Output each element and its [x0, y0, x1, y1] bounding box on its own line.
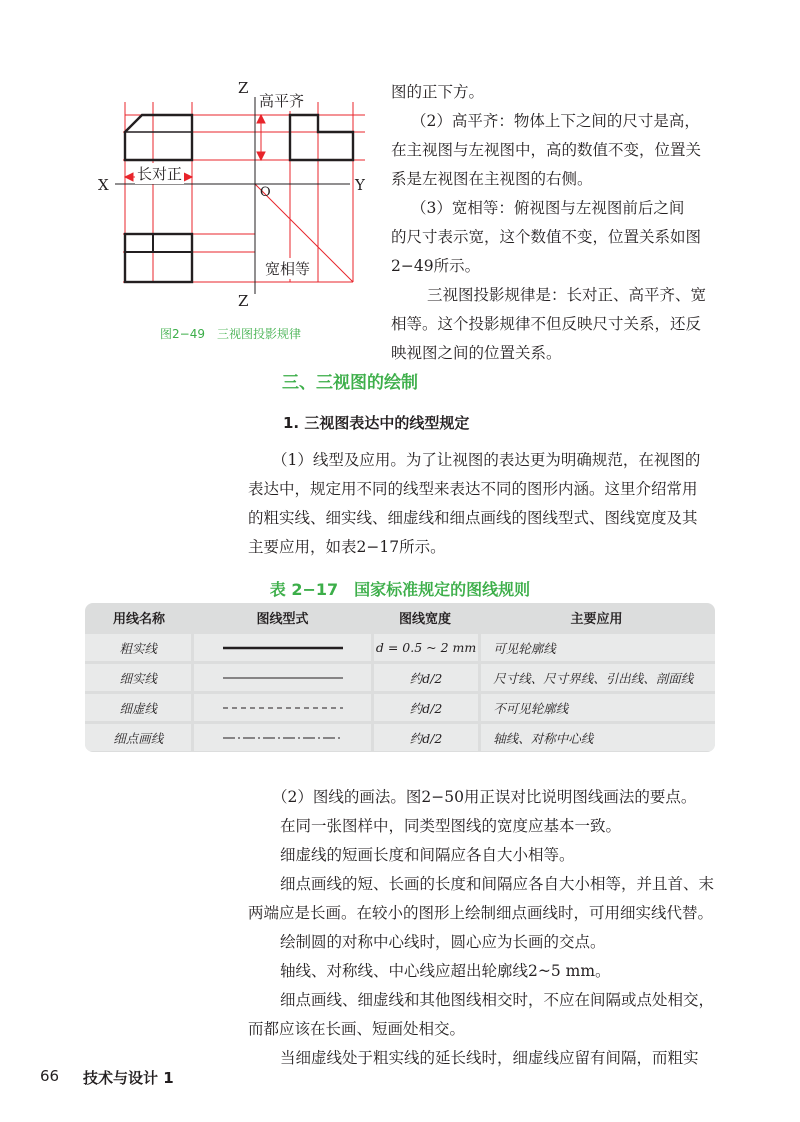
text-line: 细点画线、细虚线和其他图线相交时，不应在间隔或点处相交， — [280, 991, 715, 1009]
table-row — [85, 724, 715, 751]
text-line: 主要应用，如表2−17所示。 — [248, 538, 446, 556]
cell-style — [194, 694, 370, 721]
table-header — [85, 603, 715, 632]
text-line: 绘制圆的对称中心线时，圆心应为长画的交点。 — [280, 933, 606, 951]
table-row — [85, 694, 715, 721]
chang-dui-zheng-label: 长对正 — [137, 165, 183, 183]
axes — [115, 97, 350, 294]
text-line: 相等。这个投影规律不但反映尺寸关系，还反 — [391, 315, 702, 333]
text-line: （2）图线的画法。图2−50用正误对比说明图线画法的要点。 — [272, 788, 697, 806]
thin-solid-line-sample — [223, 675, 343, 681]
text-line: 细点画线的短、长画的长度和间隔应各自大小相等，并且首、末 — [280, 875, 715, 893]
text-line: 表达中，规定用不同的线型来表达不同的图形内涵。这里介绍常用 — [248, 480, 698, 498]
text-line: 系是左视图在主视图的右侧。 — [391, 170, 593, 188]
text-line: 三视图投影规律是：长对正、高平齐、宽 — [427, 286, 707, 304]
table-row — [85, 664, 715, 691]
x-label: X — [98, 176, 109, 194]
text-line: （3）宽相等：俯视图与左视图前后之间 — [411, 199, 685, 217]
text-line: 而都应该在长画、短画处相交。 — [248, 1020, 466, 1038]
header-style: 图线型式 — [256, 612, 309, 627]
construction-lines — [123, 102, 365, 282]
section-title: 三、三视图的绘制 — [282, 373, 418, 393]
cell-name: 细实线 — [85, 664, 191, 691]
table-title: 表 2−17 国家标准规定的图线规则 — [269, 580, 531, 599]
table-row — [85, 634, 715, 661]
page-number: 66 — [40, 1067, 60, 1085]
text-line: 细虚线的短画长度和间隔应各自大小相等。 — [280, 846, 575, 864]
side-view — [290, 115, 353, 160]
z-top-label: Z — [238, 79, 249, 97]
cell-usage: 轴线、对称中心线 — [481, 724, 715, 751]
cell-style — [194, 634, 370, 661]
cell-name: 细点画线 — [85, 724, 191, 751]
cell-style — [194, 724, 370, 751]
y-label: Y — [355, 176, 365, 194]
text-line: 当细虚线处于粗实线的延长线时，细虚线应留有间隔，而粗实 — [280, 1049, 699, 1067]
cell-width: d = 0.5 ~ 2 mm — [374, 634, 478, 661]
projection-diagram — [95, 79, 385, 338]
figure-caption: 图2−49 三视图投影规律 — [160, 327, 301, 341]
text-line: 2−49所示。 — [391, 257, 481, 275]
cell-usage: 可见轮廓线 — [481, 634, 715, 661]
subsection-title: 1. 三视图表达中的线型规定 — [283, 414, 470, 432]
cell-name: 粗实线 — [85, 634, 191, 661]
kuan-xiang-deng-label: 宽相等 — [265, 260, 311, 278]
text-line: 在主视图与左视图中，高的数值不变，位置关 — [391, 141, 702, 159]
cell-width: 约d/2 — [374, 694, 478, 721]
header-name: 用线名称 — [112, 612, 165, 627]
text-line: 轴线、对称线、中心线应超出轮廓线2~5 mm。 — [280, 962, 611, 980]
text-line: 图的正下方。 — [391, 83, 485, 101]
gao-ping-qi-label: 高平齐 — [259, 92, 305, 110]
text-line: （1）线型及应用。为了让视图的表达更为明确规范，在视图的 — [272, 451, 701, 469]
cell-width: 约d/2 — [374, 664, 478, 691]
text-line: 的尺寸表示宽，这个数值不变，位置关系如图 — [391, 228, 702, 246]
cell-name: 细虚线 — [85, 694, 191, 721]
text-line: 在同一张图样中，同类型图线的宽度应基本一致。 — [280, 817, 622, 835]
text-line: 映视图之间的位置关系。 — [391, 344, 562, 362]
thick-solid-line-sample — [223, 645, 343, 651]
origin-label: O — [260, 185, 271, 200]
text-line: 两端应是长画。在较小的图形上绘制细点画线时，可用细实线代替。 — [248, 904, 714, 922]
intro-paragraph — [248, 446, 723, 562]
cell-width: 约d/2 — [374, 724, 478, 751]
lower-paragraphs — [248, 783, 723, 1073]
z-bottom-label: Z — [238, 292, 249, 310]
header-usage: 主要应用 — [570, 612, 623, 627]
right-column-text — [391, 78, 721, 368]
cell-usage: 尺寸线、尺寸界线、引出线、剖面线 — [481, 664, 715, 691]
dash-dot-line-sample — [223, 735, 343, 741]
book-title: 技术与设计 1 — [83, 1069, 174, 1087]
cell-usage: 不可见轮廓线 — [481, 694, 715, 721]
header-width: 图线宽度 — [398, 612, 451, 627]
cell-style — [194, 664, 370, 691]
line-rules-table — [85, 603, 715, 752]
front-view — [125, 115, 192, 160]
text-line: （2）高平齐：物体上下之间的尺寸是高， — [411, 112, 700, 130]
dashed-line-sample — [223, 705, 343, 711]
top-view — [125, 234, 192, 282]
text-line: 的粗实线、细实线、细虚线和细点画线的图线型式、图线宽度及其 — [248, 509, 698, 527]
